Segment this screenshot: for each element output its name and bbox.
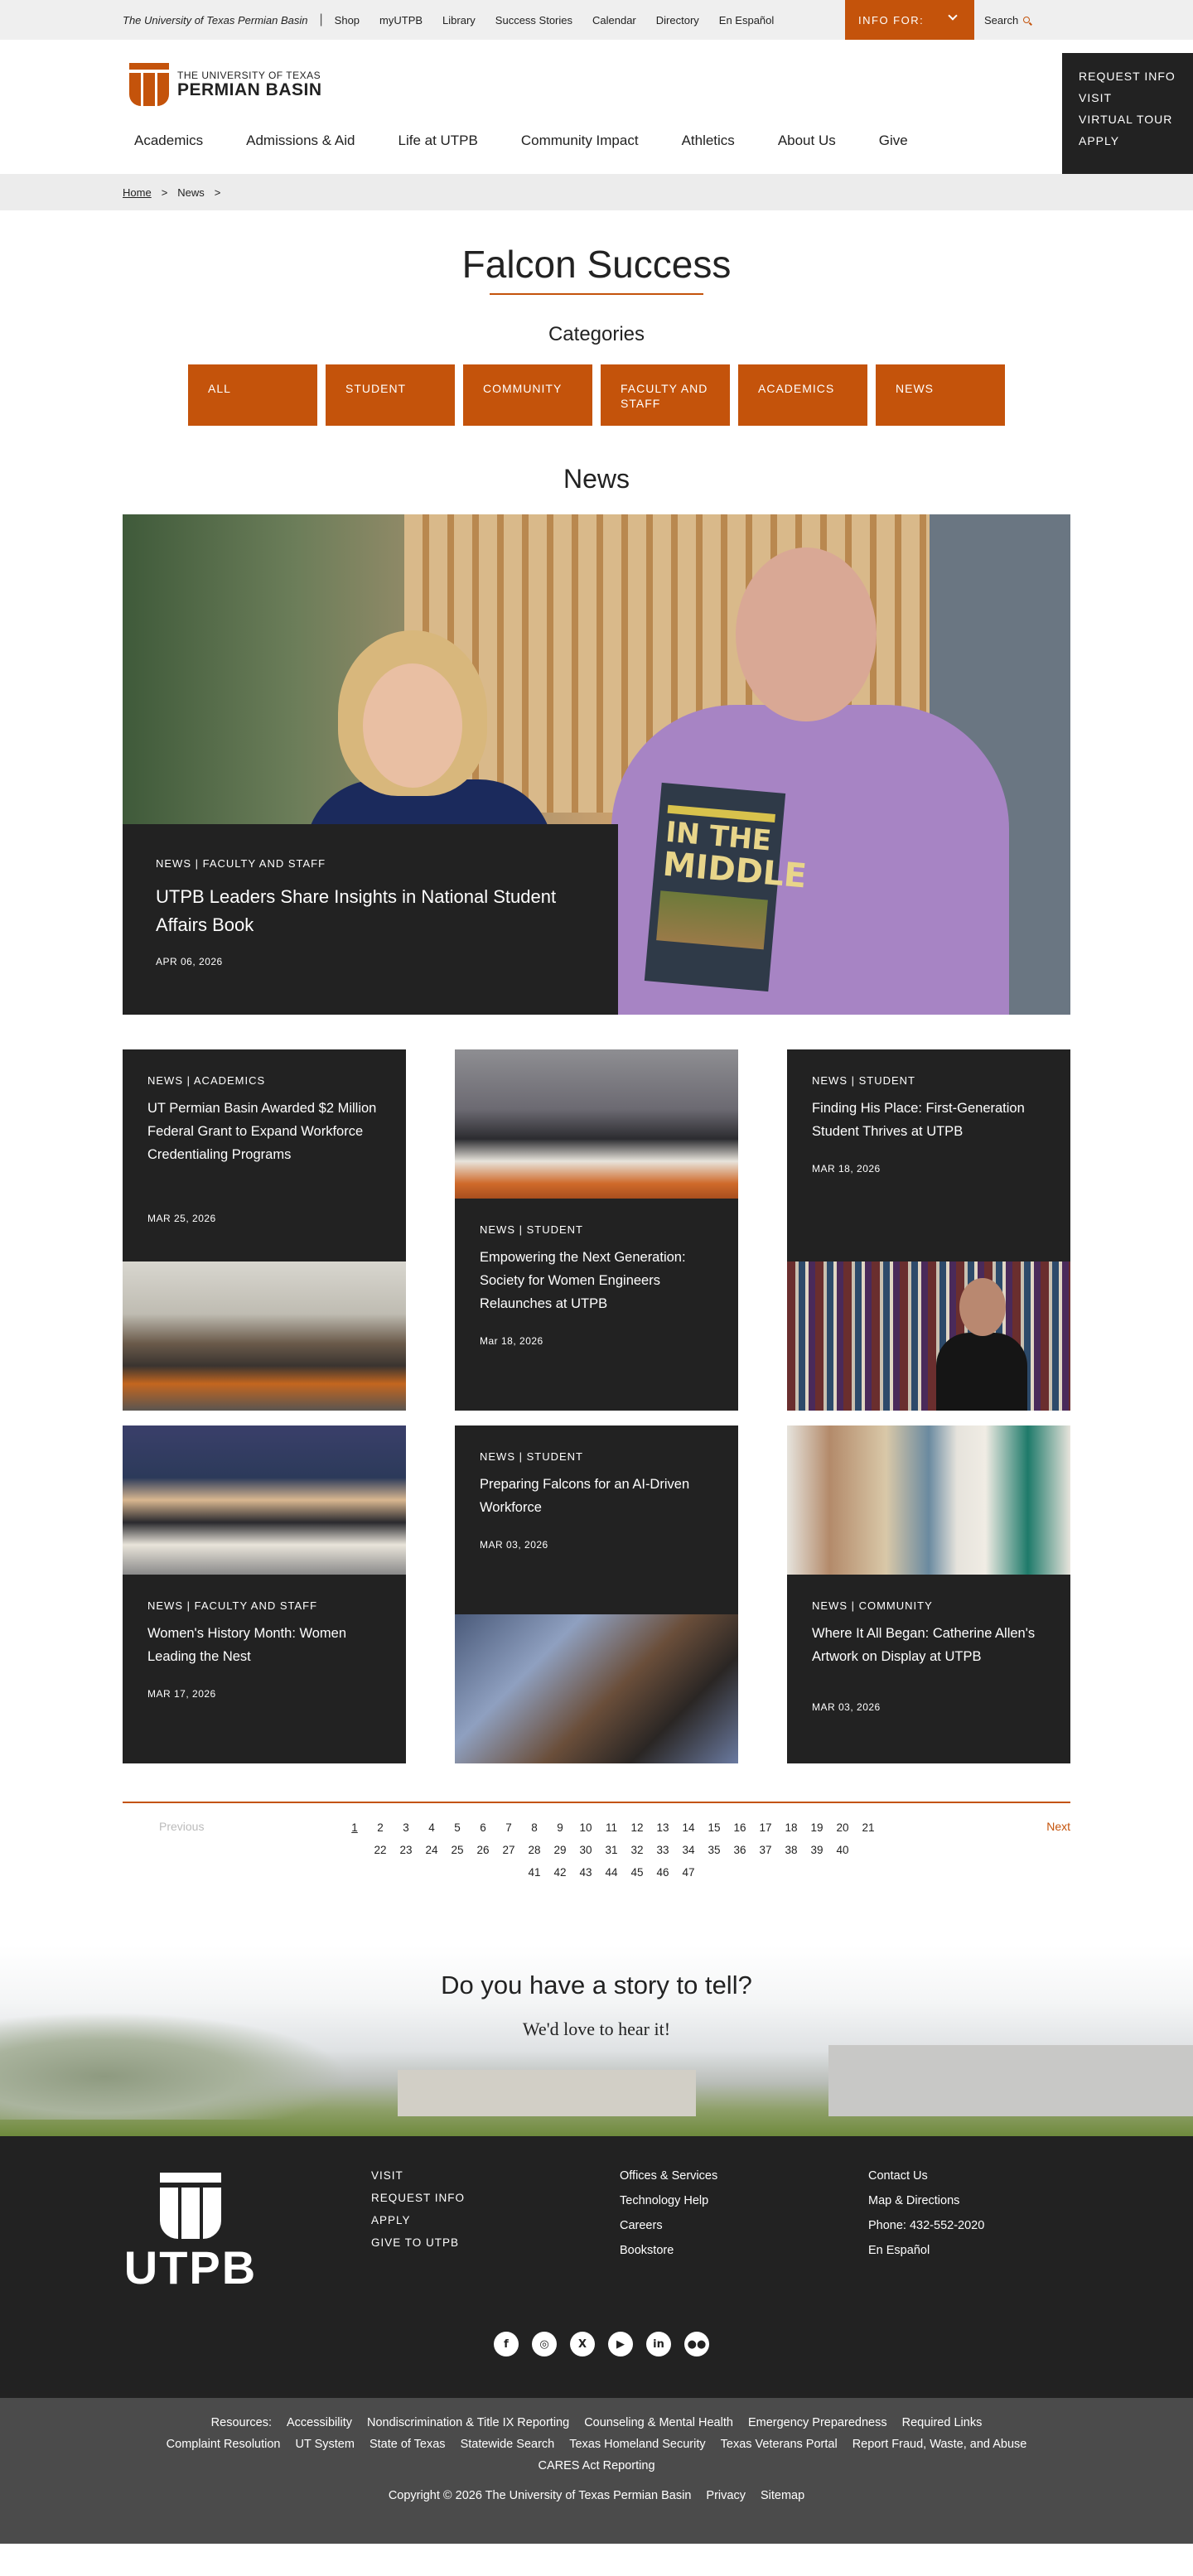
pagination-page-link[interactable]: 37: [759, 1844, 772, 1856]
footer-link-contact[interactable]: Contact Us: [868, 2169, 928, 2183]
link-veterans[interactable]: Texas Veterans Portal: [720, 2438, 838, 2451]
utility-link-shop[interactable]: Shop: [334, 13, 360, 27]
link-cares-act[interactable]: CARES Act Reporting: [538, 2459, 655, 2472]
pagination-page-link[interactable]: 23: [399, 1844, 413, 1856]
utility-link-espanol[interactable]: En Español: [718, 13, 775, 27]
pagination-page-link[interactable]: 22: [374, 1844, 387, 1856]
featured-headline: UTPB Leaders Share Insights in National Student Affairs Book: [156, 886, 557, 935]
news-card[interactable]: [123, 1049, 406, 1411]
card-date: MAR 17, 2026: [147, 1688, 216, 1700]
card-tag: NEWS | ACADEMICS: [147, 1074, 266, 1087]
link-accessibility[interactable]: Accessibility: [287, 2416, 352, 2429]
pagination-page-link[interactable]: 44: [605, 1866, 618, 1879]
pagination-page-link[interactable]: 24: [425, 1844, 438, 1856]
link-sitemap[interactable]: Sitemap: [760, 2489, 805, 2502]
featured-story[interactable]: [123, 514, 1070, 1015]
pagination-page-link[interactable]: 42: [553, 1866, 567, 1879]
pagination-page-link[interactable]: 29: [553, 1844, 567, 1856]
breadcrumb: [0, 174, 1193, 210]
card-tag: NEWS | STUDENT: [480, 1223, 583, 1236]
breadcrumb-current: News: [177, 186, 205, 199]
footer-link-map[interactable]: Map & Directions: [868, 2194, 960, 2207]
footer-logo[interactable]: [123, 2173, 258, 2294]
utility-link-calendar[interactable]: Calendar: [592, 13, 636, 27]
logo-line-2: PERMIAN BASIN: [177, 80, 322, 99]
search-icon: [1023, 17, 1030, 23]
page-title: Falcon Success: [461, 243, 732, 286]
pagination-page-link[interactable]: 6: [480, 1821, 486, 1834]
pagination-page-link[interactable]: 30: [579, 1844, 592, 1856]
footer-column-2: [620, 2169, 717, 2257]
flickr-icon[interactable]: ●●: [684, 2332, 709, 2357]
card-headline: UT Permian Basin Awarded $2 Million Federal Grant to Expand Workforce Credentialing Programs: [147, 1101, 377, 1162]
news-card[interactable]: [455, 1425, 738, 1763]
pagination-page-link[interactable]: 9: [557, 1821, 563, 1834]
pagination-page-link[interactable]: 5: [454, 1821, 461, 1834]
logo-line-1: THE UNIVERSITY OF TEXAS: [177, 70, 321, 81]
card-photo: [123, 1425, 406, 1575]
pagination-page-link[interactable]: 33: [656, 1844, 669, 1856]
pagination-page-link[interactable]: 46: [656, 1866, 669, 1879]
utpb-logo-icon: [129, 63, 169, 106]
card-headline: Women's History Month: Women Leading the Nest: [147, 1626, 347, 1664]
link-title-ix[interactable]: Nondiscrimination & Title IX Reporting: [366, 2416, 570, 2429]
utpb-mark-icon: [160, 2173, 221, 2239]
quicklink-virtual-tour[interactable]: VIRTUAL TOUR: [1079, 113, 1173, 126]
social-links: [494, 2332, 709, 2357]
card-headline: Finding His Place: First-Generation Student Thrives at UTPB: [812, 1101, 1025, 1139]
utpb-logo[interactable]: [129, 63, 322, 106]
card-headline: Empowering the Next Generation: Society for Women Engineers Relaunches at UTPB: [480, 1250, 686, 1311]
utility-link-directory[interactable]: Directory: [655, 13, 699, 27]
featured-tag: NEWS | FACULTY AND STAFF: [156, 857, 326, 870]
pagination-page-link[interactable]: 41: [528, 1866, 541, 1879]
pagination-row-2: [297, 1844, 926, 1856]
card-photo: [455, 1049, 738, 1199]
category-filters: [0, 364, 1193, 426]
category-student[interactable]: STUDENT: [326, 364, 455, 426]
book-cover: [645, 783, 809, 991]
copyright-row: [0, 2489, 1193, 2502]
pagination-page-link[interactable]: 8: [531, 1821, 538, 1834]
breadcrumb-separator: >: [161, 186, 168, 199]
pagination-page-link[interactable]: 40: [836, 1844, 849, 1856]
pagination-page-link[interactable]: 20: [836, 1821, 849, 1834]
card-date: MAR 03, 2026: [480, 1539, 548, 1551]
card-date: MAR 25, 2026: [147, 1213, 216, 1224]
story-subheading[interactable]: We'd love to hear it!: [522, 2019, 671, 2039]
pagination-page-link[interactable]: 35: [708, 1844, 721, 1856]
pagination-page-link[interactable]: 16: [733, 1821, 746, 1834]
link-emergency[interactable]: Emergency Preparedness: [747, 2416, 887, 2429]
utility-separator: |: [319, 12, 323, 27]
nav-life[interactable]: Life at UTPB: [398, 133, 478, 148]
pagination-page-link[interactable]: 3: [403, 1821, 409, 1834]
pagination-page-link[interactable]: 14: [682, 1821, 695, 1834]
footer-column-1: [371, 2169, 465, 2249]
copyright-text: Copyright © 2026 The University of Texas Permian Basin: [388, 2489, 692, 2502]
title-divider: [490, 293, 703, 295]
footer-logo-word: UTPB: [123, 2241, 258, 2294]
breadcrumb-separator-2: >: [214, 186, 221, 199]
pagination-page-link[interactable]: 4: [428, 1821, 435, 1834]
link-privacy[interactable]: Privacy: [706, 2489, 746, 2502]
pagination-page-link[interactable]: 36: [733, 1844, 746, 1856]
quick-links-panel: [1062, 53, 1193, 174]
site-footer: [0, 2136, 1193, 2398]
footer-link-careers[interactable]: Careers: [620, 2219, 663, 2232]
instagram-icon[interactable]: ◎: [532, 2332, 557, 2357]
card-date: MAR 03, 2026: [812, 1701, 881, 1713]
story-banner: [0, 1946, 1193, 2136]
pagination: [123, 1802, 1070, 1909]
pagination-row-1: [297, 1821, 926, 1834]
pagination-page-link[interactable]: 10: [579, 1821, 592, 1834]
categories-title: Categories: [548, 323, 645, 345]
nav-about[interactable]: About Us: [777, 133, 836, 148]
search-button[interactable]: [984, 0, 1030, 40]
utility-links: [335, 14, 775, 27]
resources-row-2: [0, 2438, 1193, 2451]
news-grid: [123, 1049, 1070, 1763]
pagination-page-link[interactable]: 27: [502, 1844, 515, 1856]
footer-link-offices[interactable]: Offices & Services: [620, 2169, 718, 2183]
pagination-page-link[interactable]: 34: [682, 1844, 695, 1856]
pagination-page-link[interactable]: 13: [656, 1821, 669, 1834]
pagination-page-link[interactable]: 21: [862, 1821, 875, 1834]
resources-label: Resources:: [210, 2416, 273, 2429]
pagination-previous[interactable]: Previous: [159, 1820, 205, 1833]
book-title-line-2: MIDDLE: [661, 845, 809, 896]
info-for-dropdown[interactable]: [845, 0, 974, 40]
chevron-down-icon: [948, 11, 957, 20]
card-photo: [123, 1261, 406, 1411]
pagination-page-link[interactable]: 25: [451, 1844, 464, 1856]
featured-caption: [123, 824, 618, 1015]
pagination-page-link[interactable]: 32: [630, 1844, 644, 1856]
main-nav: [134, 133, 908, 149]
card-tag: NEWS | STUDENT: [480, 1450, 583, 1463]
youtube-icon[interactable]: ▶: [608, 2332, 633, 2357]
nav-give[interactable]: Give: [878, 133, 908, 148]
pagination-page-link[interactable]: 19: [810, 1821, 824, 1834]
link-homeland-security[interactable]: Texas Homeland Security: [569, 2438, 706, 2451]
news-card[interactable]: [123, 1425, 406, 1763]
footer-bottom: [0, 2398, 1193, 2544]
pagination-page-link[interactable]: 1: [351, 1821, 358, 1834]
utility-brand-link[interactable]: The University of Texas Permian Basin: [123, 13, 308, 27]
link-ut-system[interactable]: UT System: [295, 2438, 355, 2451]
category-faculty-staff[interactable]: FACULTY AND STAFF: [601, 364, 730, 426]
quicklink-apply[interactable]: APPLY: [1079, 134, 1120, 147]
category-community[interactable]: COMMUNITY: [463, 364, 592, 426]
link-required[interactable]: Required Links: [901, 2416, 983, 2429]
card-photo: [455, 1614, 738, 1763]
breadcrumb-home[interactable]: Home: [123, 186, 152, 199]
pagination-page-link[interactable]: 28: [528, 1844, 541, 1856]
facebook-icon[interactable]: f: [494, 2332, 519, 2357]
search-label: Search: [984, 13, 1019, 27]
book-title-line-1: IN THE: [664, 815, 773, 858]
link-complaint[interactable]: Complaint Resolution: [166, 2438, 281, 2451]
resources-row-1: [0, 2416, 1193, 2429]
featured-date: APR 06, 2026: [156, 956, 223, 967]
card-tag: NEWS | COMMUNITY: [812, 1599, 933, 1612]
footer-link-bookstore[interactable]: Bookstore: [620, 2244, 674, 2257]
nav-community-impact[interactable]: Community Impact: [520, 133, 639, 148]
news-card[interactable]: [787, 1049, 1070, 1411]
pagination-page-link[interactable]: 7: [505, 1821, 512, 1834]
pagination-page-link[interactable]: 39: [810, 1844, 824, 1856]
link-counseling[interactable]: Counseling & Mental Health: [584, 2416, 733, 2429]
pagination-page-link[interactable]: 18: [785, 1821, 798, 1834]
pagination-page-link[interactable]: 31: [605, 1844, 618, 1856]
card-date: Mar 18, 2026: [480, 1335, 543, 1347]
category-all[interactable]: ALL: [188, 364, 317, 426]
utility-bar: [0, 0, 1193, 40]
news-card[interactable]: [787, 1425, 1070, 1763]
footer-link-apply[interactable]: APPLY: [371, 2214, 411, 2226]
nav-athletics[interactable]: Athletics: [681, 133, 735, 148]
pagination-page-link[interactable]: 47: [682, 1866, 695, 1879]
site-header: [0, 40, 1193, 174]
card-photo: [787, 1261, 1070, 1411]
story-heading: Do you have a story to tell?: [441, 1971, 752, 2000]
nav-admissions[interactable]: Admissions & Aid: [246, 133, 355, 148]
pagination-page-link[interactable]: 12: [630, 1821, 644, 1834]
footer-column-3: [868, 2169, 984, 2257]
card-tag: NEWS | FACULTY AND STAFF: [147, 1599, 318, 1612]
pagination-next[interactable]: Next: [1046, 1820, 1070, 1833]
card-tag: NEWS | STUDENT: [812, 1074, 915, 1087]
x-icon[interactable]: X: [570, 2332, 595, 2357]
category-news[interactable]: NEWS: [876, 364, 1005, 426]
news-card[interactable]: [455, 1049, 738, 1411]
quicklink-request-info[interactable]: REQUEST INFO: [1079, 70, 1176, 83]
resources-row-3: [0, 2459, 1193, 2472]
utility-link-success-stories[interactable]: Success Stories: [495, 13, 572, 27]
card-headline: Preparing Falcons for an AI-Driven Workforce: [480, 1477, 690, 1515]
pagination-pages: [297, 1821, 926, 1889]
pagination-page-link[interactable]: 11: [605, 1821, 617, 1834]
info-for-label: INFO FOR:: [858, 13, 925, 27]
quicklink-visit[interactable]: VISIT: [1079, 91, 1113, 104]
pagination-page-link[interactable]: 15: [708, 1821, 721, 1834]
nav-academics[interactable]: Academics: [134, 133, 204, 148]
utility-link-library[interactable]: Library: [442, 13, 476, 27]
pagination-page-link[interactable]: 43: [579, 1866, 592, 1879]
footer-link-phone[interactable]: Phone: 432-552-2020: [868, 2219, 985, 2232]
footer-link-give[interactable]: GIVE TO UTPB: [371, 2236, 460, 2249]
card-photo: [787, 1425, 1070, 1575]
pagination-row-3: [297, 1866, 926, 1879]
card-date: MAR 18, 2026: [812, 1163, 881, 1175]
pagination-page-link[interactable]: 38: [785, 1844, 798, 1856]
pagination-page-link[interactable]: 17: [759, 1821, 772, 1834]
footer-link-espanol[interactable]: En Español: [868, 2244, 930, 2257]
link-report-fraud[interactable]: Report Fraud, Waste, and Abuse: [852, 2438, 1027, 2451]
category-academics[interactable]: ACADEMICS: [738, 364, 867, 426]
link-statewide-search[interactable]: Statewide Search: [460, 2438, 555, 2451]
card-headline: Where It All Began: Catherine Allen's Artwork on Display at UTPB: [812, 1626, 1036, 1664]
news-section-title: News: [563, 464, 630, 494]
utility-link-myutpb[interactable]: myUTPB: [379, 13, 423, 27]
footer-link-tech-help[interactable]: Technology Help: [620, 2194, 709, 2207]
linkedin-icon[interactable]: in: [646, 2332, 671, 2357]
pagination-page-link[interactable]: 45: [630, 1866, 644, 1879]
footer-link-request-info[interactable]: REQUEST INFO: [371, 2192, 466, 2204]
pagination-page-link[interactable]: 26: [476, 1844, 490, 1856]
pagination-page-link[interactable]: 2: [377, 1821, 384, 1834]
link-state-texas[interactable]: State of Texas: [369, 2438, 446, 2451]
footer-link-visit[interactable]: VISIT: [371, 2169, 403, 2182]
